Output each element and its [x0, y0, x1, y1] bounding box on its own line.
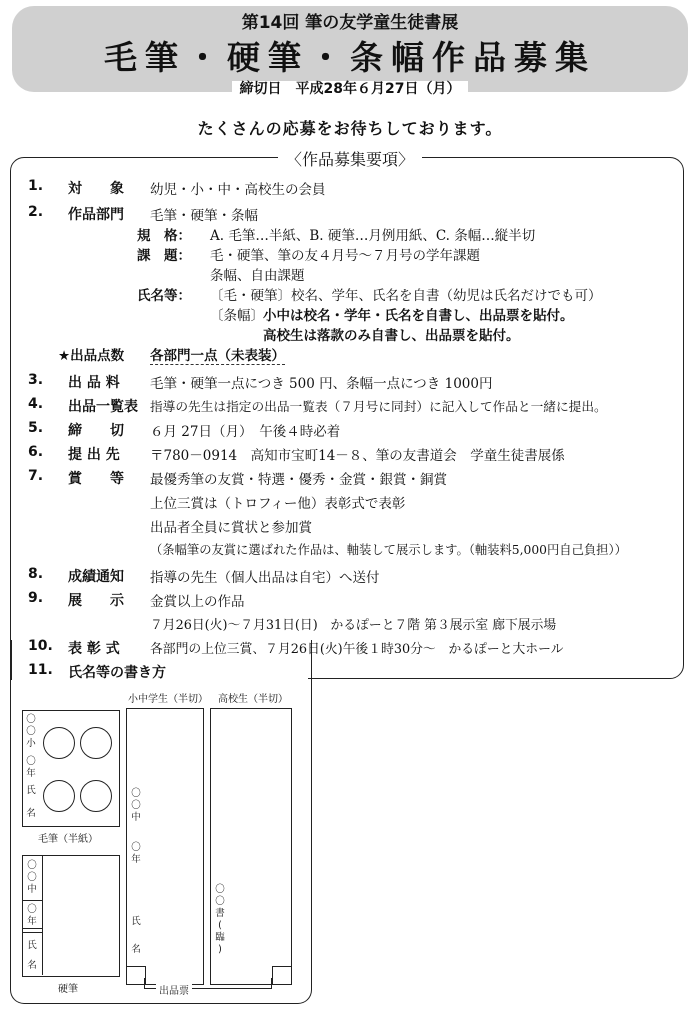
- shochu-label-slip: [126, 966, 146, 985]
- item-number: 11.: [28, 662, 53, 678]
- kikaku-label: 規 格：: [137, 228, 191, 244]
- item-text: 幼児・小・中・高校生の会員: [150, 182, 326, 198]
- shochu-school: 〇 〇 中: [131, 788, 141, 823]
- item-label: 締 切: [68, 423, 124, 439]
- hyo-caption: 出品票: [156, 982, 192, 997]
- award-text-2: 上位三賞は（トロフィー他）表彰式で表彰: [150, 496, 406, 512]
- kohitsu-name-1: 氏: [27, 940, 37, 951]
- shimei-text-1: 〔毛・硬筆〕校名、学年、氏名を自書（幼児は氏名だけでも可）: [210, 288, 602, 304]
- item-text: 各部門の上位三賞、７月26日(火)午後１時30分～ かるぽーと大ホール: [150, 642, 564, 657]
- character-circle: [43, 727, 75, 759]
- item-label: 対 象: [68, 181, 124, 197]
- kohitsu-divider: [22, 928, 42, 929]
- star-text: 各部門一点（未表装）: [150, 344, 285, 365]
- item-number: 6.: [28, 444, 44, 460]
- kohitsu-divider: [22, 900, 42, 901]
- item-label: 出 品 料: [68, 375, 120, 391]
- item-label: 氏名等の書き方: [68, 665, 166, 681]
- award-text-3: 出品者全員に賞状と参加賞: [150, 520, 312, 536]
- section-title: 〈作品募集要項〉: [0, 147, 700, 170]
- item-number: 2.: [28, 204, 44, 220]
- kadai-label: 課 題：: [137, 248, 191, 264]
- kadai-text-1: 毛・硬筆、筆の友４月号～７月号の学年課題: [210, 248, 480, 264]
- award-text-4: （条幅筆の友賞に選ばれた作品は、軸装して展示します。（軸装料5,000円自己負担））: [150, 543, 627, 557]
- deadline-line: [0, 78, 700, 98]
- item-label: 表 彰 式: [68, 641, 120, 657]
- item-text: 金賞以上の作品: [150, 594, 245, 610]
- koko-signature: 〇 〇 書 ( 臨 ): [215, 884, 225, 955]
- item-number: 7.: [28, 468, 44, 484]
- item-text: ６月 27日（月） 午後４時必着: [150, 424, 341, 440]
- item-number: 8.: [28, 566, 44, 582]
- welcome-message: たくさんの応募をお待ちしております。: [197, 119, 503, 138]
- shimei-text-3: 高校生は落款のみ自書し、出品票を貼付。: [263, 328, 520, 344]
- item-number: 3.: [28, 372, 44, 388]
- item-label: 賞 等: [68, 471, 124, 487]
- kikaku-text: A. 毛筆…半紙、B. 硬筆…月例用紙、C. 条幅…縦半切: [210, 228, 536, 244]
- item-number: 5.: [28, 420, 44, 436]
- mohitsu-grade: 〇 年: [26, 756, 36, 779]
- shochu-caption: 小中学生（半切）: [128, 694, 208, 705]
- item-text: 最優秀筆の友賞・特選・優秀・金賞・銀賞・銅賞: [150, 472, 447, 488]
- frame-joiner-line: [10, 640, 12, 680]
- item-number: 1.: [28, 178, 44, 194]
- mohitsu-caption: 毛筆（半紙）: [38, 834, 98, 845]
- item-number: 4.: [28, 396, 44, 412]
- shochu-grade: 〇 年: [131, 842, 141, 865]
- shimei-prefix: 〔条幅〕: [210, 308, 264, 324]
- kohitsu-name-2: 名: [27, 960, 37, 971]
- mohitsu-name-2: 名: [26, 808, 36, 819]
- item-number: 9.: [28, 590, 44, 606]
- item-text: 〒780－0914 高知市宝町14－８、筆の友書道会 学童生徒書展係: [150, 448, 565, 464]
- hyo-pointer-left: [144, 978, 145, 988]
- kohitsu-school: 〇 〇 中: [27, 860, 37, 895]
- page-title: 毛筆・硬筆・条幅作品募集: [104, 38, 596, 77]
- kadai-text-2: 条幅、自由課題: [210, 268, 305, 284]
- kohitsu-divider: [42, 855, 43, 975]
- hyo-pointer-right: [271, 978, 272, 988]
- kohitsu-caption: 硬筆: [58, 984, 78, 995]
- character-circle: [80, 780, 112, 812]
- exhibition-subtitle: 第14回 筆の友学童生徒書展: [241, 13, 459, 33]
- koko-caption: 高校生（半切）: [218, 694, 288, 705]
- shimei-text-2: 小中は校名・学年・氏名を自書し、出品票を貼付。: [263, 308, 574, 324]
- item-text: 毛筆・硬筆一点につき 500 円、条幅一点につき 1000円: [150, 376, 493, 392]
- item-number: 10.: [28, 638, 53, 654]
- item-text: 指導の先生（個人出品は自宅）へ送付: [150, 570, 380, 586]
- item-text: 指導の先生は指定の出品一覧表（７月号に同封）に記入して作品と一緒に提出。: [150, 399, 607, 414]
- item-label: 成績通知: [68, 569, 124, 585]
- star-label: ★出品点数: [58, 348, 125, 364]
- exhibit-text-2: ７月26日(火)～７月31日(日) かるぽーと７階 第３展示室 廊下展示場: [150, 618, 557, 633]
- shimei-label: 氏名等：: [137, 288, 191, 304]
- item-text: 毛筆・硬筆・条幅: [150, 208, 258, 224]
- character-circle: [43, 780, 75, 812]
- character-circle: [80, 727, 112, 759]
- item-label: 展 示: [68, 593, 124, 609]
- koko-label-slip: [272, 966, 292, 985]
- item-label: 提 出 先: [68, 447, 120, 463]
- deadline-text: 締切日 平成28年６月27日（月）: [232, 81, 469, 97]
- shochu-name-2: 名: [131, 944, 141, 955]
- mohitsu-school: 〇 〇 小: [26, 714, 36, 749]
- item-label: 出品一覧表: [68, 399, 138, 415]
- kohitsu-divider: [22, 932, 42, 933]
- item-label: 作品部門: [68, 207, 124, 223]
- mohitsu-name-1: 氏: [26, 785, 36, 796]
- kohitsu-grade: 〇 年: [27, 904, 37, 927]
- shochu-name-1: 氏: [131, 916, 141, 927]
